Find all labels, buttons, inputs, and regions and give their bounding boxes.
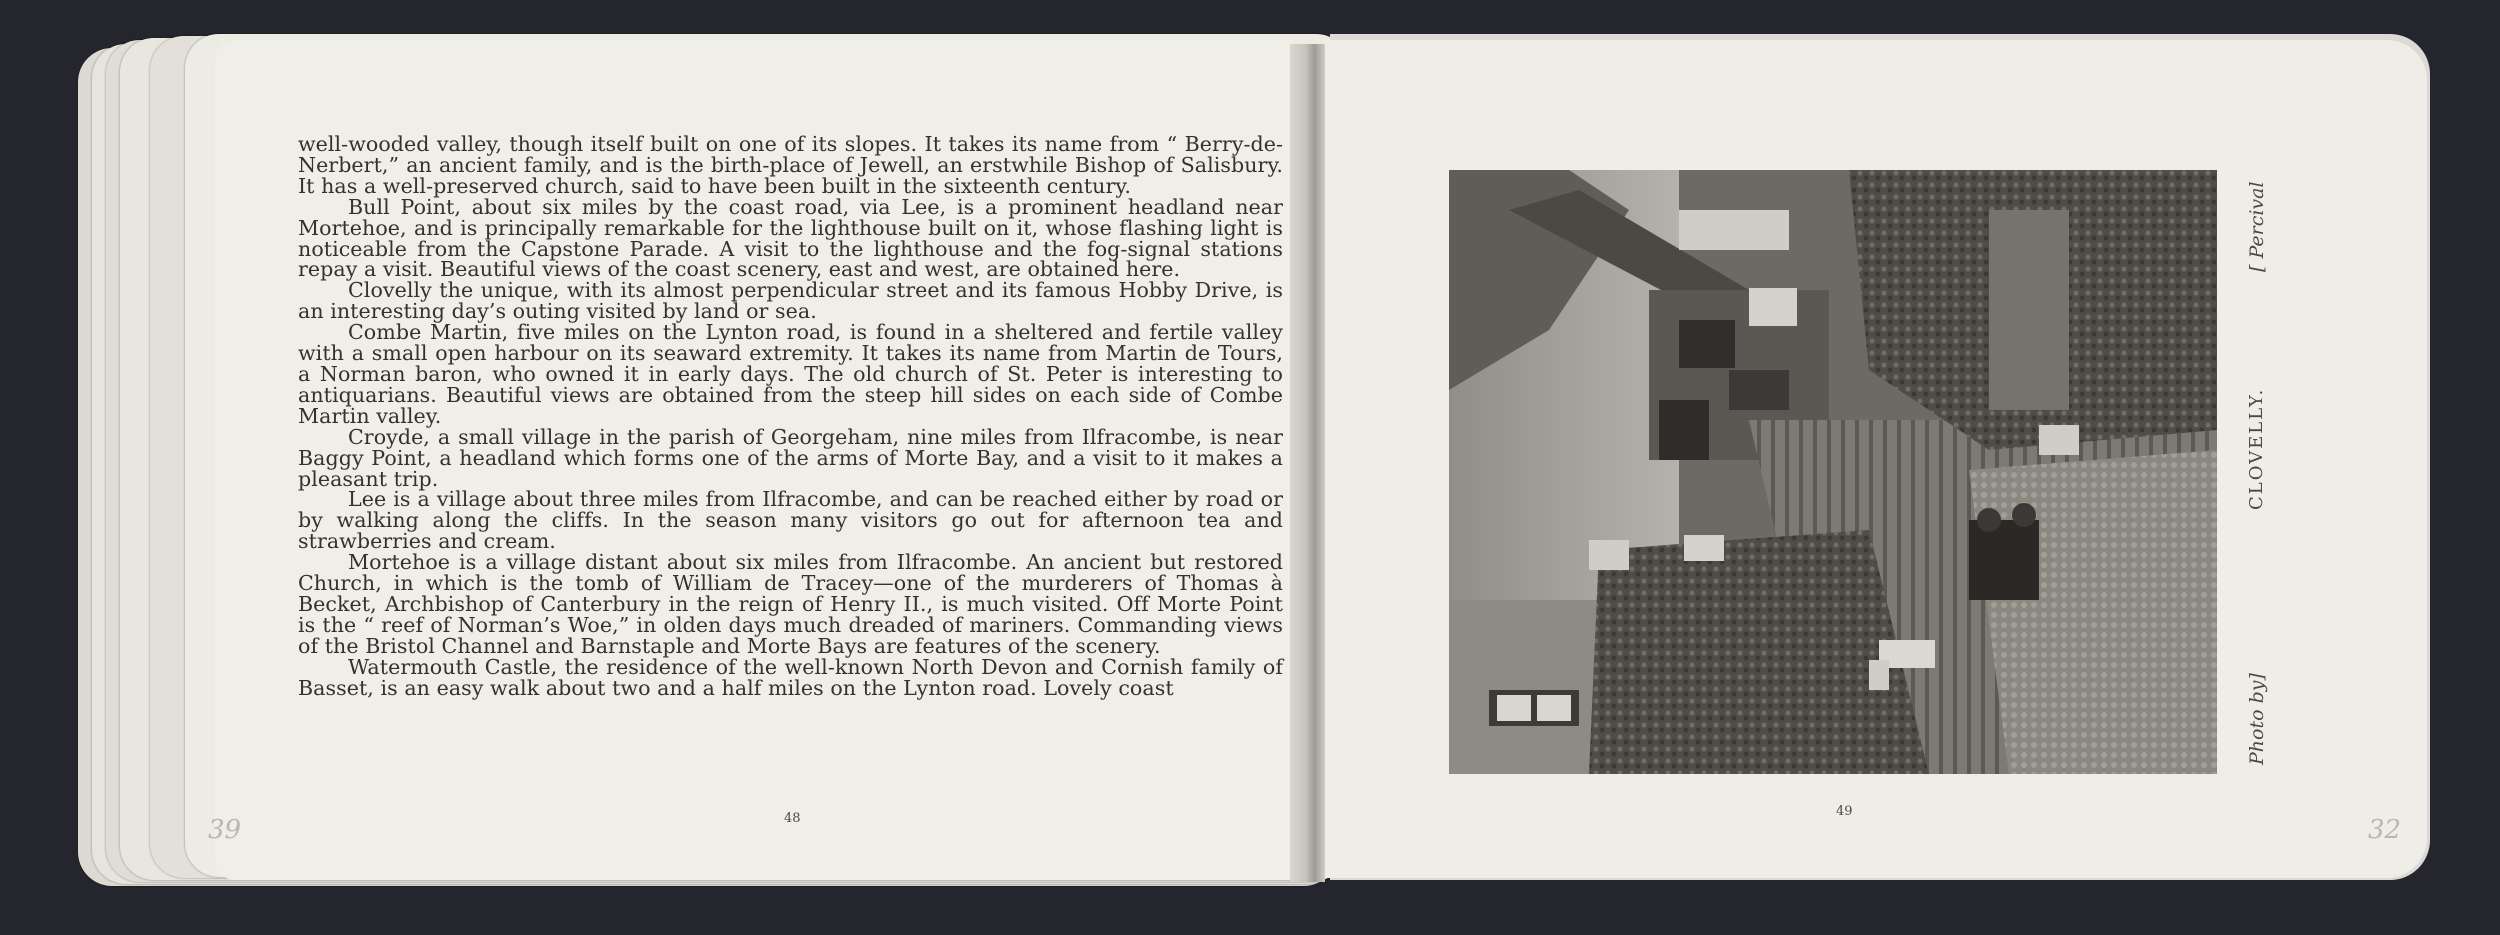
paragraph: Bull Point, about six miles by the coast road, via Lee, is a prominent headland near Mortehoe, and is principally remarkable for the lighthouse built on it, whose flashing light is noticeable from the Capstone Parade. A visit to the lighthouse and the fog-signal stations repay a visit. Beautiful views of the coast scenery, east and west, are obtained here.	[298, 194, 1283, 282]
book-gutter	[1290, 44, 1325, 882]
clovelly-photograph	[1449, 170, 2217, 774]
paragraph: Croyde, a small village in the parish of Georgeham, nine miles from Ilfracombe, is near Baggy Point, a headland which forms one of the arms of Morte Bay, and a visit to it makes a pleasant trip.	[298, 424, 1283, 491]
paragraph: Combe Martin, five miles on the Lynton road, is found in a sheltered and fertile valley with a small open harbour on its seaward extremity. It takes its name from Martin de Tours, a Norman baron, who owned it in early days. The old church of St. Peter is interesting to antiquarians. Beautiful views are obtained from the steep hill sides on each side of Combe Martin valley.	[298, 320, 1283, 428]
page-number-left: 48	[784, 811, 801, 826]
pencil-mark-right: 32	[2368, 815, 2402, 845]
photo-credit-name: [ Percival	[2246, 181, 2268, 272]
pencil-mark-left: 39	[208, 815, 242, 845]
photo-illustration	[1449, 170, 2217, 774]
paragraph: Lee is a village about three miles from Ilfracombe, and can be reached either by road or by walking along the cliffs. In the season many visitors go out for afternoon tea and strawberries and cream.	[298, 487, 1283, 554]
photo-caption: CLOVELLY.	[2246, 387, 2267, 510]
page-number-right: 49	[1836, 804, 1853, 819]
paragraph: Watermouth Castle, the residence of the well-known North Devon and Cornish family of Basset, is an easy walk about two and a half miles on the Lynton road. Lovely coast	[298, 654, 1283, 700]
paragraph: Clovelly the unique, with its almost perpendicular street and its famous Hobby Drive, is an interesting day’s outing visited by land or sea.	[298, 278, 1283, 324]
photo-credit-label: Photo by]	[2246, 673, 2268, 765]
paragraph: well-wooded valley, though itself built on one of its slopes. It takes its name from “ Berry-de-Nerbert,” an ancient family, and is the birth-place of Jewell, an erstwhile Bishop of Salisbury. It has a well-preserved church, said to have been built in the sixteenth century.	[298, 132, 1283, 198]
left-page-text	[298, 134, 1283, 698]
paragraph: Mortehoe is a village distant about six miles from Ilfracombe. An ancient but restored Church, in which is the tomb of William de Tracey—one of the murderers of Thomas à Becket, Archbishop of Canterbury in the reign of Henry II., is much visited. Off Morte Point is the “ reef of Norman’s Woe,” in olden days much dreaded of mariners. Commanding views of the Bristol Channel and Barnstaple and Morte Bays are features of the scenery.	[298, 550, 1283, 658]
